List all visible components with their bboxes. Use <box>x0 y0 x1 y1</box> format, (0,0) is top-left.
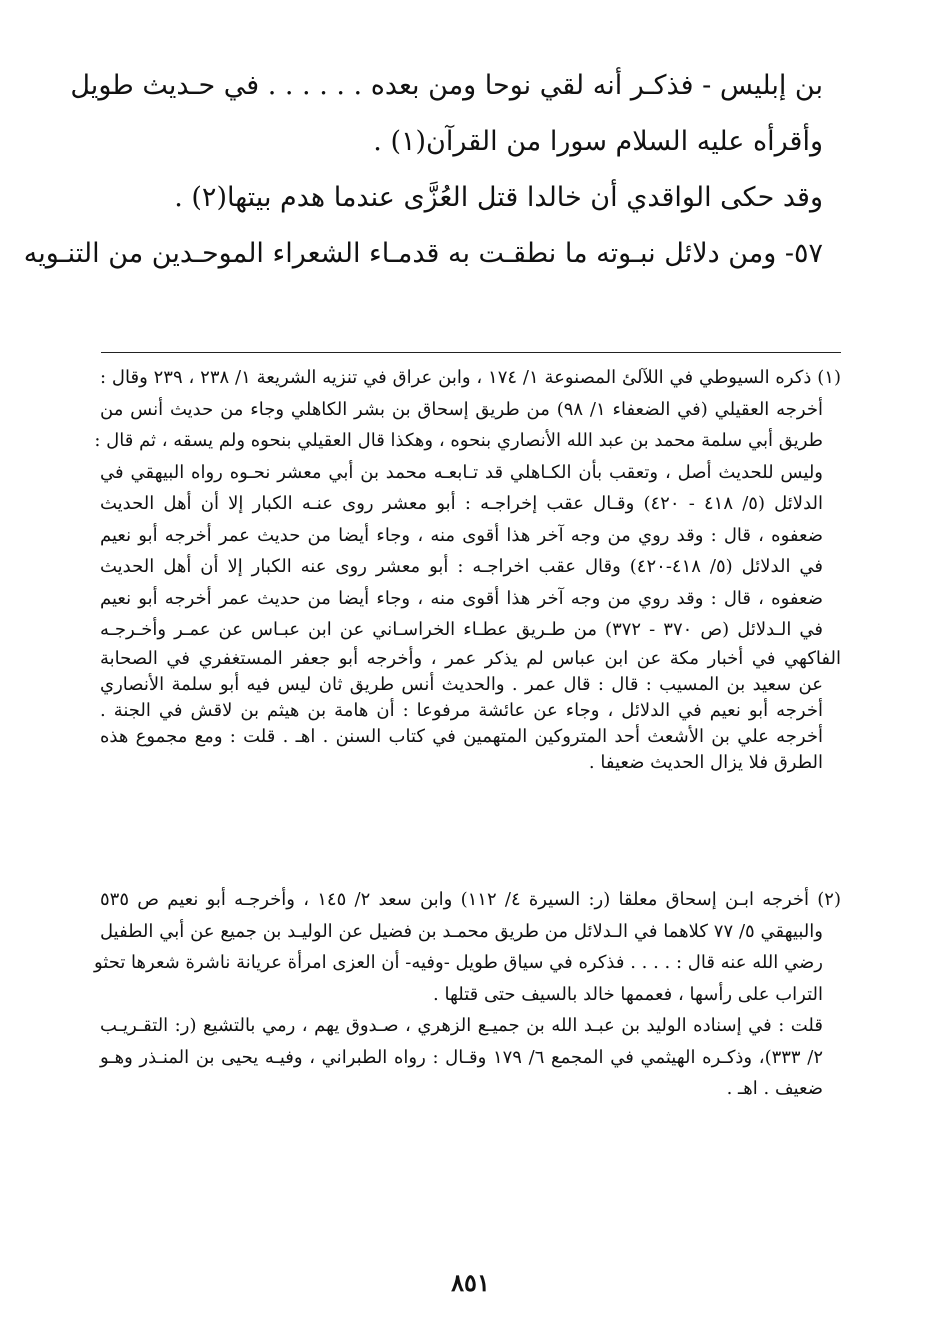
footnote-separator <box>101 352 841 353</box>
footnote-line: عن سعيد بن المسيب : قال : قال عمر . والحديث أنس طريق ثان ليس فيه أبو سلمة الأنصاري <box>100 673 823 695</box>
footnote-line: أخرجه علي بن الأشعث أحد المتروكين المتهمين في كتاب السنن . اهـ . قلت : ومع مجموع هذه <box>100 725 823 747</box>
footnote-line: أخرجه أبو نعيم في الدلائل ، وجاء عن عائشة مرفوعا : أن هامة بن هيثم بن لاقش في الجنة . <box>100 699 823 721</box>
footnote-line: في الـدلائل (ص ٣٧٠ - ٣٧٢) من طـريق عطـاء الخراسـاني عن ابن عبـاس عن عمـر وأخـرجـه <box>100 619 823 640</box>
footnote-line: (٢) أخرجه ابـن إسحاق معلقا (ر: السيرة ٤/ ١١٢) وابن سعد ٢/ ١٤٥ ، وأخرجـه أبو نعيم ص ٥٣٥ <box>100 889 841 910</box>
footnote-line: الطرق فلا يزال الحديث ضعيفا . <box>588 751 823 773</box>
main-text-line: بن إبليس - فذكـر أنه لقي نوحا ومن بعده . . . . . . في حـديث طويل <box>70 70 823 101</box>
footnote-line: في الدلائل (٥/ ٤١٨-٤٢٠) وقال عقب اخراجـه : أبو معشر روى عنه الكبار إلا أن أهل الحديث <box>100 556 824 577</box>
footnote-line: طريق أبي سلمة محمد بن عبد الله الأنصاري بنحوه ، وهكذا قال العقيلي بنحوه ولم يسقه ، ثم قال : <box>94 430 823 451</box>
footnote-line: ٢/ ٣٣٣)، وذكـره الهيثمي في المجمع ٦/ ١٧٩ وقـال : رواه الطبراني ، وفيـه يحيى بن المنـذر وهـو <box>100 1046 824 1068</box>
footnote-line: ضعيف . اهـ . <box>726 1078 823 1099</box>
page-number: ٨٥١ <box>451 1268 490 1297</box>
main-text-block <box>23 58 823 282</box>
footnote-line: الفاكهي في أخبار مكة عن ابن عباس لم يذكر عمر ، وأخرجه أبو جعفر المستغفري في الصحابة <box>100 647 841 669</box>
main-text-line: وأقرأه عليه السلام سورا من القرآن(١) . <box>373 126 823 157</box>
main-text-line: وقد حكى الواقدي أن خالدا قتل العُزَّى عندما هدم بيتها(٢) . <box>174 182 823 213</box>
footnote-line: ضعفوه ، قال : وقد روي من وجه آخر هذا أقوى منه ، وجاء أيضا من حديث عمر أخرجه أبو نعيم <box>100 524 823 546</box>
footnote-line: قلت : في إسناده الوليد بن عبـد الله بن جميـع الزهري ، صـدوق يهم ، رمي بالتشيع (ر: التقـريـب <box>100 1015 823 1036</box>
footnote-line: وليس للحديث أصل ، وتعقب بأن الكـاهلي قد تـابعـه محمد بن أبي معشر نحـوه رواه البيهقي في <box>100 461 823 483</box>
footnote-line: ضعفوه ، قال : وقد روي من وجه آخر هذا أقوى منه ، وجاء أيضا من حديث عمر أخرجه أبو نعيم <box>100 587 823 609</box>
footnote-line: رضي الله عنه قال : . . . . فذكره في سياق طويل -وفيه- أن العزى امرأة عريانة ناشرة شعرها تحثو <box>93 952 823 973</box>
footnote-line: الدلائل (٥/ ٤١٨ - ٤٢٠) وقـال عقب إخراجـه : أبو معشر روى عنـه الكبار إلا أن أهل الحديث <box>100 493 823 514</box>
footnote-line: والبيهقي ٥/ ٧٧ كلاهما في الـدلائل من طريق محمـد بن فضيل عن الوليـد بن جميع عن أبي الطفيل <box>100 920 823 942</box>
main-text-line: ٥٧- ومن دلائل نبـوته ما نطقـت به قدمـاء الشعراء الموحـدين من التنـويه <box>23 238 823 269</box>
footnote-2 <box>93 884 841 1105</box>
footnote-line: أخرجه العقيلي (في الضعفاء ١/ ٩٨) من طريق إسحاق بن بشر الكاهلي وجاء من حديث أنس من <box>100 398 823 420</box>
footnote-1 <box>94 362 841 776</box>
footnote-line: التراب على رأسها ، فعممها خالد بالسيف حتى قتلها . <box>433 983 823 1005</box>
footnote-line: (١) ذكره السيوطي في اللآلئ المصنوعة ١/ ١٧٤ ، وابن عراق في تنزيه الشريعة ١/ ٢٣٨ ، ٢٣٩ وقال : <box>100 367 841 388</box>
